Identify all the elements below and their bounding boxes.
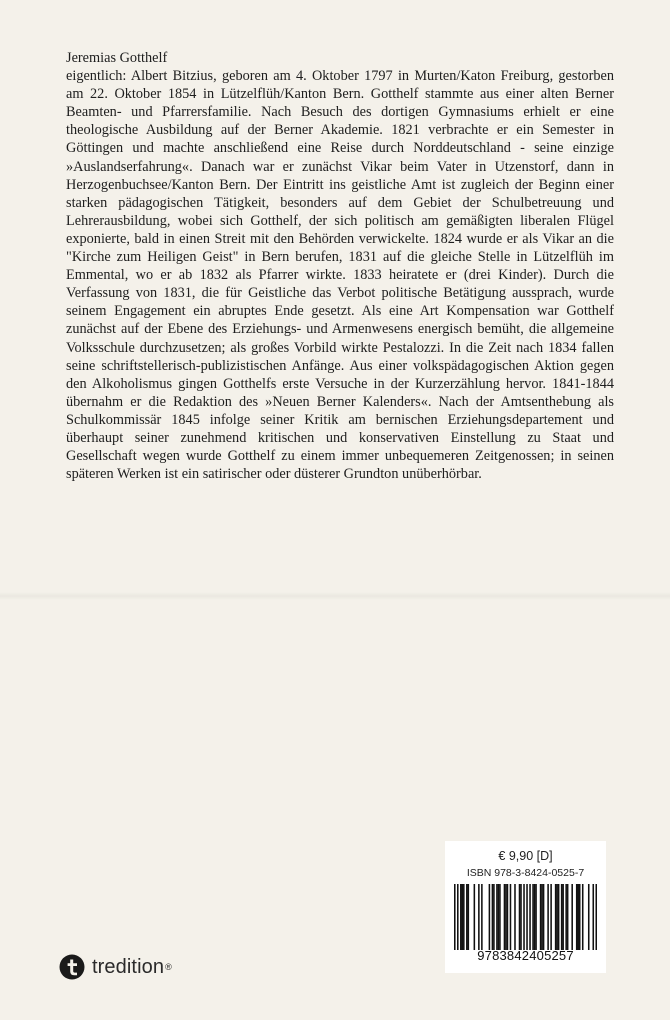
barcode-bar	[468, 884, 470, 950]
isbn-label: ISBN 978-3-8424-0525-7	[466, 867, 585, 879]
author-biography	[66, 49, 614, 483]
barcode-bar	[558, 884, 560, 950]
barcode-bar	[543, 884, 545, 950]
barcode-bar	[496, 884, 498, 950]
barcode-bar	[507, 884, 509, 950]
barcode-bar	[463, 884, 465, 950]
barcode-bar	[492, 884, 494, 950]
barcode-bar	[466, 884, 468, 950]
publisher-logo-group	[59, 953, 172, 981]
barcode-number: 9783842405257	[477, 948, 574, 963]
barcode-bar	[592, 884, 594, 950]
barcode-bar	[514, 884, 516, 950]
barcode-bar	[532, 884, 534, 950]
barcode-panel	[445, 841, 606, 973]
barcode-bar	[535, 884, 537, 950]
barcode-bar	[555, 884, 557, 950]
barcode-bar	[504, 884, 506, 950]
barcode-bar	[565, 884, 567, 950]
barcode-bar	[561, 884, 563, 950]
barcode-bar	[454, 884, 456, 950]
registered-mark: ®	[165, 962, 172, 972]
barcode-bar	[478, 884, 480, 950]
barcode-bar	[493, 884, 495, 950]
barcode-bar	[498, 884, 500, 950]
paper-fold-shadow	[0, 592, 670, 600]
barcode-bar	[577, 884, 579, 950]
barcode-bar	[541, 884, 543, 950]
barcode-bar	[529, 884, 531, 950]
barcode-bar	[567, 884, 569, 950]
barcode-bar	[460, 884, 462, 950]
tredition-t-logo-icon	[59, 954, 85, 980]
barcode-bar	[489, 884, 491, 950]
barcode-bar	[457, 884, 459, 950]
barcode-bar	[505, 884, 507, 950]
barcode-bar	[499, 884, 501, 950]
barcode-bar	[588, 884, 590, 950]
barcode-bar	[556, 884, 558, 950]
barcode-bar	[474, 884, 476, 950]
price-label: € 9,90 [D]	[498, 849, 553, 863]
barcode-bar	[562, 884, 564, 950]
barcode-bar	[526, 884, 528, 950]
barcode-bar	[582, 884, 584, 950]
barcode-bar	[523, 884, 525, 950]
barcode-bar	[579, 884, 581, 950]
barcode-bar	[571, 884, 573, 950]
biography-text: eigentlich: Albert Bitzius, geboren am 4. Oktober 1797 in Murten/Katon Freiburg, gestorben am 22. Oktober 1854 in Lützelflüh/Kanton Bern. Gotthelf stammte aus einer alten Berner Beamten- und Pfarrersfamilie. Nach Besuch des dortigen Gymnasiums erhielt er eine theologische Ausbildung auf der Berner Akademie. 1821 verbrachte er ein Semester in Göttingen und machte anschließend eine Reise durch Norddeutschland - seine einzige »Auslandserfahrung«. Danach war er zunächst Vikar beim Vater in Utzenstorf, dann in Herzogenbuchsee/Kanton Bern. Der Eintritt ins geistliche Amt ist zugleich der Beginn einer starken pädagogischen Tätigkeit, besonders auf dem Gebiet der Schulbetreuung und Lehrerausbildung, wobei sich Gotthelf, der sich politisch am gemäßigten liberalen Flügel exponierte, bald in einen Streit mit den Behörden verwickelte. 1824 wurde er als Vikar an die "Kirche zum Heiligen Geist" in Bern berufen, 1831 auf die gleiche Stelle in Lützelflüh im Emmental, wo er ab 1832 als Pfarrer wirkte. 1833 heiratete er (drei Kinder). Durch die Verfassung von 1831, die für Geistliche das Verbot politische Betätigung aussprach, wurde seinem Engagement ein abruptes Ende gesetzt. Als eine Art Kompensation war Gotthelf zunächst auf der Ebene des Erziehungs- und Armenwesens energisch bemüht, die allgemeine Volksschule durchzusetzen; als großes Vorbild wirkte Pestalozzi. In die Zeit nach 1834 fallen seine schriftstellerisch-publizistischen Anfänge. Aus einer volkspädagogischen Aktion gegen den Alkoholismus gingen Gotthelfs erste Versuche in der Kurzerzählung hervor. 1841-1844 übernahm er die Redaktion des »Neuen Berner Kalenders«. Nach der Amtsenthebung als Schulkommissär 1845 infolge seiner Kritik am bernischen Erziehungsdepartement und überhaupt seiner zunehmend kritischen und konservativen Einstellung zu Staat und Gesellschaft wegen wurde Gotthelf zu einem immer unbequemeren Zeitgenossen; in seinen späteren Werken ist ein satirischer oder düsterer Grundton unüberhörbar.	[66, 68, 614, 483]
barcode-bar	[576, 884, 578, 950]
barcode-bar	[547, 884, 549, 950]
barcode-bar	[520, 884, 522, 950]
barcode-bar	[519, 884, 521, 950]
barcode-bar	[462, 884, 464, 950]
barcode-bar	[510, 884, 512, 950]
isbn-barcode	[454, 884, 597, 950]
publisher-name: tredition	[92, 955, 165, 978]
barcode-bar	[595, 884, 597, 950]
barcode-bar	[534, 884, 536, 950]
barcode-bar	[481, 884, 483, 950]
barcode-bar	[550, 884, 552, 950]
author-name: Jeremias Gotthelf	[66, 50, 168, 66]
barcode-bar	[540, 884, 542, 950]
